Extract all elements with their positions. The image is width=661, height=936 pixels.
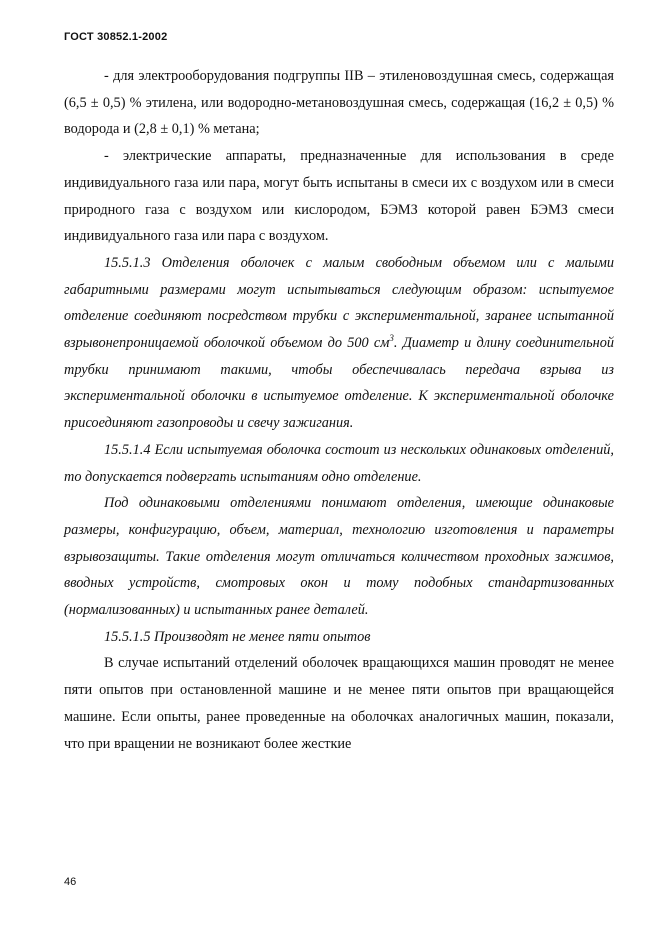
- page-number: 46: [64, 876, 77, 888]
- paragraph-15-5-1-4: 15.5.1.4 Если испытуемая оболочка состоит из нескольких одинаковых отделений, то допускается подвергать испытаниям одно отделение.: [64, 441, 614, 485]
- paragraph-15-5-1-3-continuation: . Диаметр и длину соединительной трубки принимают такими, чтобы обеспечивалась передача взрыва из экспериментальной оболочки в испытуемое отделение. К экспериментальной оболочке присоединяют газопроводы и свечу зажигания.: [64, 335, 614, 432]
- paragraph-ethylene-mixture: - для электрооборудования подгруппы IIВ – этиленовоздушная смесь, содержащая (6,5 ± 0,5) % этилена, или водородно-метановоздушная смесь, содержащая (16,2 ± 0,5) % водорода и (2,8 ± 0,1) % метана;: [64, 68, 614, 138]
- paragraph-rotating-machines: В случае испытаний отделений оболочек вращающихся машин проводят не менее пяти опытов при остановленной машине и не менее пяти опытов при вращающейся машине. Если опыты, ранее проведенные на оболочках аналогичных машин, показали, что при вращении не возникают более жесткие: [64, 655, 614, 752]
- paragraph-15-5-1-3-text: 15.5.1.3 Отделения оболочек с малым свободным объемом или с малыми габаритными размерами могут испытываться следующим образом: испытуемое отделение соединяют посредством трубки с экспериментальной, заранее испытанной взрывонепроницаемой оболочкой объемом до 500 см: [64, 254, 614, 352]
- document-body: [64, 63, 614, 757]
- document-header: ГОСТ 30852.1-2002: [64, 31, 168, 43]
- paragraph-identical-compartments: Под одинаковыми отделениями понимают отделения, имеющие одинаковые размеры, конфигурацию, объем, материал, технологию изготовления и параметры взрывозащиты. Такие отделения могут отличаться количеством проходных зажимов, вводных устройств, смотровых окон и тому подобных стандартизованных (нормализованных) и испытанных ранее деталей.: [64, 495, 614, 619]
- cubic-superscript: 3: [389, 333, 394, 344]
- paragraph-individual-gas: - электрические аппараты, предназначенные для использования в среде индивидуального газа или пара, могут быть испытаны в смеси их с воздухом или в смеси природного газа с воздухом или кислородом, БЭМЗ которой равен БЭМЗ смеси индивидуального газа или пара с воздухом.: [64, 148, 614, 245]
- paragraph-15-5-1-5: 15.5.1.5 Производят не менее пяти опытов: [104, 628, 371, 645]
- paragraph-15-5-1-3: [64, 250, 614, 437]
